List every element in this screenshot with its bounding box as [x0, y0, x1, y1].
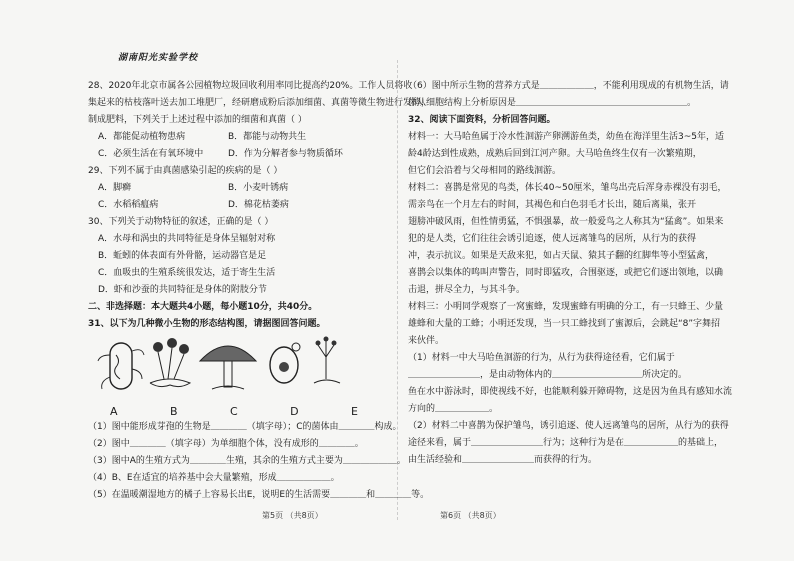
q28-option-d: D．作为分解者参与物质循环 — [228, 149, 343, 159]
figure-d-yeast — [270, 343, 300, 383]
q30-option-d: D．虾和沙蚕的共同特征是身体的附肢分节 — [98, 285, 267, 295]
q31-item-1: （1）图中能形成芽孢的生物是＿＿＿＿（填字母）；C的菌体由＿＿＿＿构成。 — [88, 422, 402, 432]
q31-item-4: （4）B、E在适宜的培养基中会大量繁殖，形成＿＿＿＿＿＿。 — [88, 473, 340, 483]
q32-item-1-a: （1）材料一中大马哈鱼洄游的行为，从行为获得途径看，它们属于 — [408, 353, 675, 363]
q30-option-c: C．血吸虫的生殖系统很发达，适于寄生生活 — [98, 268, 276, 278]
q28-options-row-2 — [88, 146, 388, 163]
school-header: 湖南阳光实验学校 — [118, 53, 199, 63]
material-1-line-1: 材料一：大马哈鱼属于冷水性洄游产卵溯游鱼类，幼鱼在海洋里生活3~5年，适 — [408, 132, 724, 142]
material-2-line-4: 犯的是人类，它们往往会诱引追逐，使人远离雏鸟的居所，从行为的获得 — [408, 234, 697, 244]
q29-option-d: D．棉花枯萎病 — [228, 200, 289, 210]
q28-option-c: C．必须生活在有氧环境中 — [98, 149, 204, 159]
figure-e-penicillium — [314, 337, 340, 384]
microbe-figures — [88, 335, 388, 405]
material-1-line-2: 龄4龄达到性成熟，成熟后回到江河产卵。大马哈鱼终生仅有一次繁殖期， — [408, 149, 702, 159]
figure-label-b: B — [169, 405, 178, 418]
figure-b-mold — [150, 338, 190, 387]
q28-options-row-1 — [88, 129, 388, 146]
q31-item-5: （5）在温暖潮湿地方的橘子上容易长出E，说明E的生活需要＿＿＿＿和＿＿＿＿等。 — [88, 490, 430, 500]
page-6-footer: 第6页 （共8页） — [440, 511, 501, 520]
q29-options-row-1 — [88, 180, 388, 197]
q29-options-row-2 — [88, 197, 388, 214]
microbe-figures-svg — [88, 335, 378, 405]
figure-a-bacterium — [98, 343, 144, 389]
figure-c-mushroom — [200, 346, 256, 389]
figure-label-a: A — [110, 405, 118, 418]
q28-line-3: 制成肥料，下列关于上述过程中添加的细菌和真菌（ ） — [88, 115, 307, 125]
q31-6-line-1: （6）图中所示生物的营养方式是＿＿＿＿＿＿，不能利用现成的有机物生活，请 — [408, 81, 729, 91]
material-2-line-3: 翅膀冲破风雨，但性情勇猛，不惧强暴，故一般爱鸟之人称其为“猛禽”。如果来 — [408, 217, 724, 227]
q28-line-1: 28、2020年北京市属各公园植物垃圾回收利用率同比提高约20%。工作人员将收 — [88, 81, 413, 91]
material-3-line-3: 来伙伴。 — [408, 336, 445, 346]
material-2-line-6: 喜鹊会以集体的鸣叫声警告，同时即猛攻，合围驱逐，或把它们逐出领地，以确 — [408, 268, 724, 278]
q28-option-a: A．都能促动植物患病 — [98, 132, 186, 142]
q30-option-b: B．蚯蚓的体表面有外骨骼，运动器官是足 — [98, 251, 267, 261]
figure-labels — [88, 405, 358, 419]
section-two-heading: 二、非选择题：本大题共4小题，每小题10分，共40分。 — [88, 302, 318, 312]
material-2-line-2: 需亲鸟在一个月左右的时间，其褐色和白色羽毛才长出，随后离巢，张开 — [408, 200, 697, 210]
q31-6-line-2: 你从细胞结构上分析原因是＿＿＿＿＿＿＿＿＿＿＿＿＿＿＿＿＿＿＿。 — [408, 98, 697, 108]
material-2-line-7: 击退，拼尽全力，与其斗争。 — [408, 285, 526, 295]
figure-label-d: D — [290, 405, 299, 418]
q28-line-2: 集起来的枯枝落叶送去加工堆肥厂，经研磨成粉后添加细菌、真菌等微生物进行发酵， — [88, 98, 431, 108]
material-3-line-1: 材料三：小明同学观察了一窝蜜蜂，发现蜜蜂有明确的分工，有一只蜂王、少量 — [408, 302, 724, 312]
right-page — [408, 78, 733, 469]
figure-label-c: C — [229, 405, 238, 418]
page-divider — [397, 60, 398, 520]
q32-stem: 32、阅读下面资料，分析回答问题。 — [408, 115, 556, 125]
page-5-footer: 第5页 （共8页） — [262, 511, 323, 520]
material-2-line-1: 材料二：喜鹊是常见的鸟类，体长40~50厘米，雏鸟出壳后浑身赤裸没有羽毛， — [408, 183, 727, 193]
q29-option-b: B．小麦叶锈病 — [228, 183, 289, 193]
q31-item-3: （3）图中A的生殖方式为＿＿＿＿生殖，其余的生殖方式主要为＿＿＿＿＿＿。 — [88, 456, 406, 466]
q32-item-1-b: ＿＿＿＿＿＿＿＿，是由动物体内的＿＿＿＿＿＿＿＿＿＿所决定的。 — [408, 370, 688, 380]
q29-option-c: C．水稻稻瘟病 — [98, 200, 159, 210]
q29-stem: 29、下列不属于由真菌感染引起的疾病的是（ ） — [88, 166, 283, 176]
q32-item-1-d: 方向的＿＿＿＿＿＿。 — [408, 404, 499, 414]
figure-label-e: E — [351, 405, 358, 418]
q32-item-2-a: （2）材料二中喜鹊为保护雏鸟，诱引追逐、使人远离雏鸟的居所，从行为的获得 — [408, 421, 729, 431]
material-2-line-5: 冲，表示抗议。如果是天敌来犯，如占天鼠、猿其子翻的红脚隼等小型猛禽， — [408, 251, 715, 261]
q32-item-2-b: 途径来看，属于＿＿＿＿＿＿＿＿行为；这种行为是在＿＿＿＿＿＿的基础上， — [408, 438, 724, 448]
q29-option-a: A．脚癣 — [98, 183, 132, 193]
q30-option-a: A．水母和涡虫的共同特征是身体呈辐射对称 — [98, 234, 276, 244]
q32-item-2-c: 由生活经验和＿＿＿＿＿＿＿＿而获得的行为。 — [408, 455, 598, 465]
q28-option-b: B．都能与动物共生 — [228, 132, 307, 142]
material-1-line-3: 但它们会沿着与父母相同的路线洄游。 — [408, 166, 562, 176]
q31-stem: 31、以下为几种微小生物的形态结构图，请据图回答问题。 — [88, 319, 326, 329]
q30-stem: 30、下列关于动物特征的叙述，正确的是（ ） — [88, 217, 274, 227]
q32-item-1-c: 鱼在水中游泳时，即使视线不好，也能顺利躲开障碍物，这是因为鱼具有感知水流 — [408, 387, 733, 397]
q31-item-2: （2）图中＿＿＿＿（填字母）为单细胞个体，没有成形的＿＿＿＿。 — [88, 439, 364, 449]
material-3-line-2: 雄蜂和大量的工蜂；小明还发现，当一只工蜂找到了蜜源后，会跳起“8”字舞招 — [408, 319, 721, 329]
